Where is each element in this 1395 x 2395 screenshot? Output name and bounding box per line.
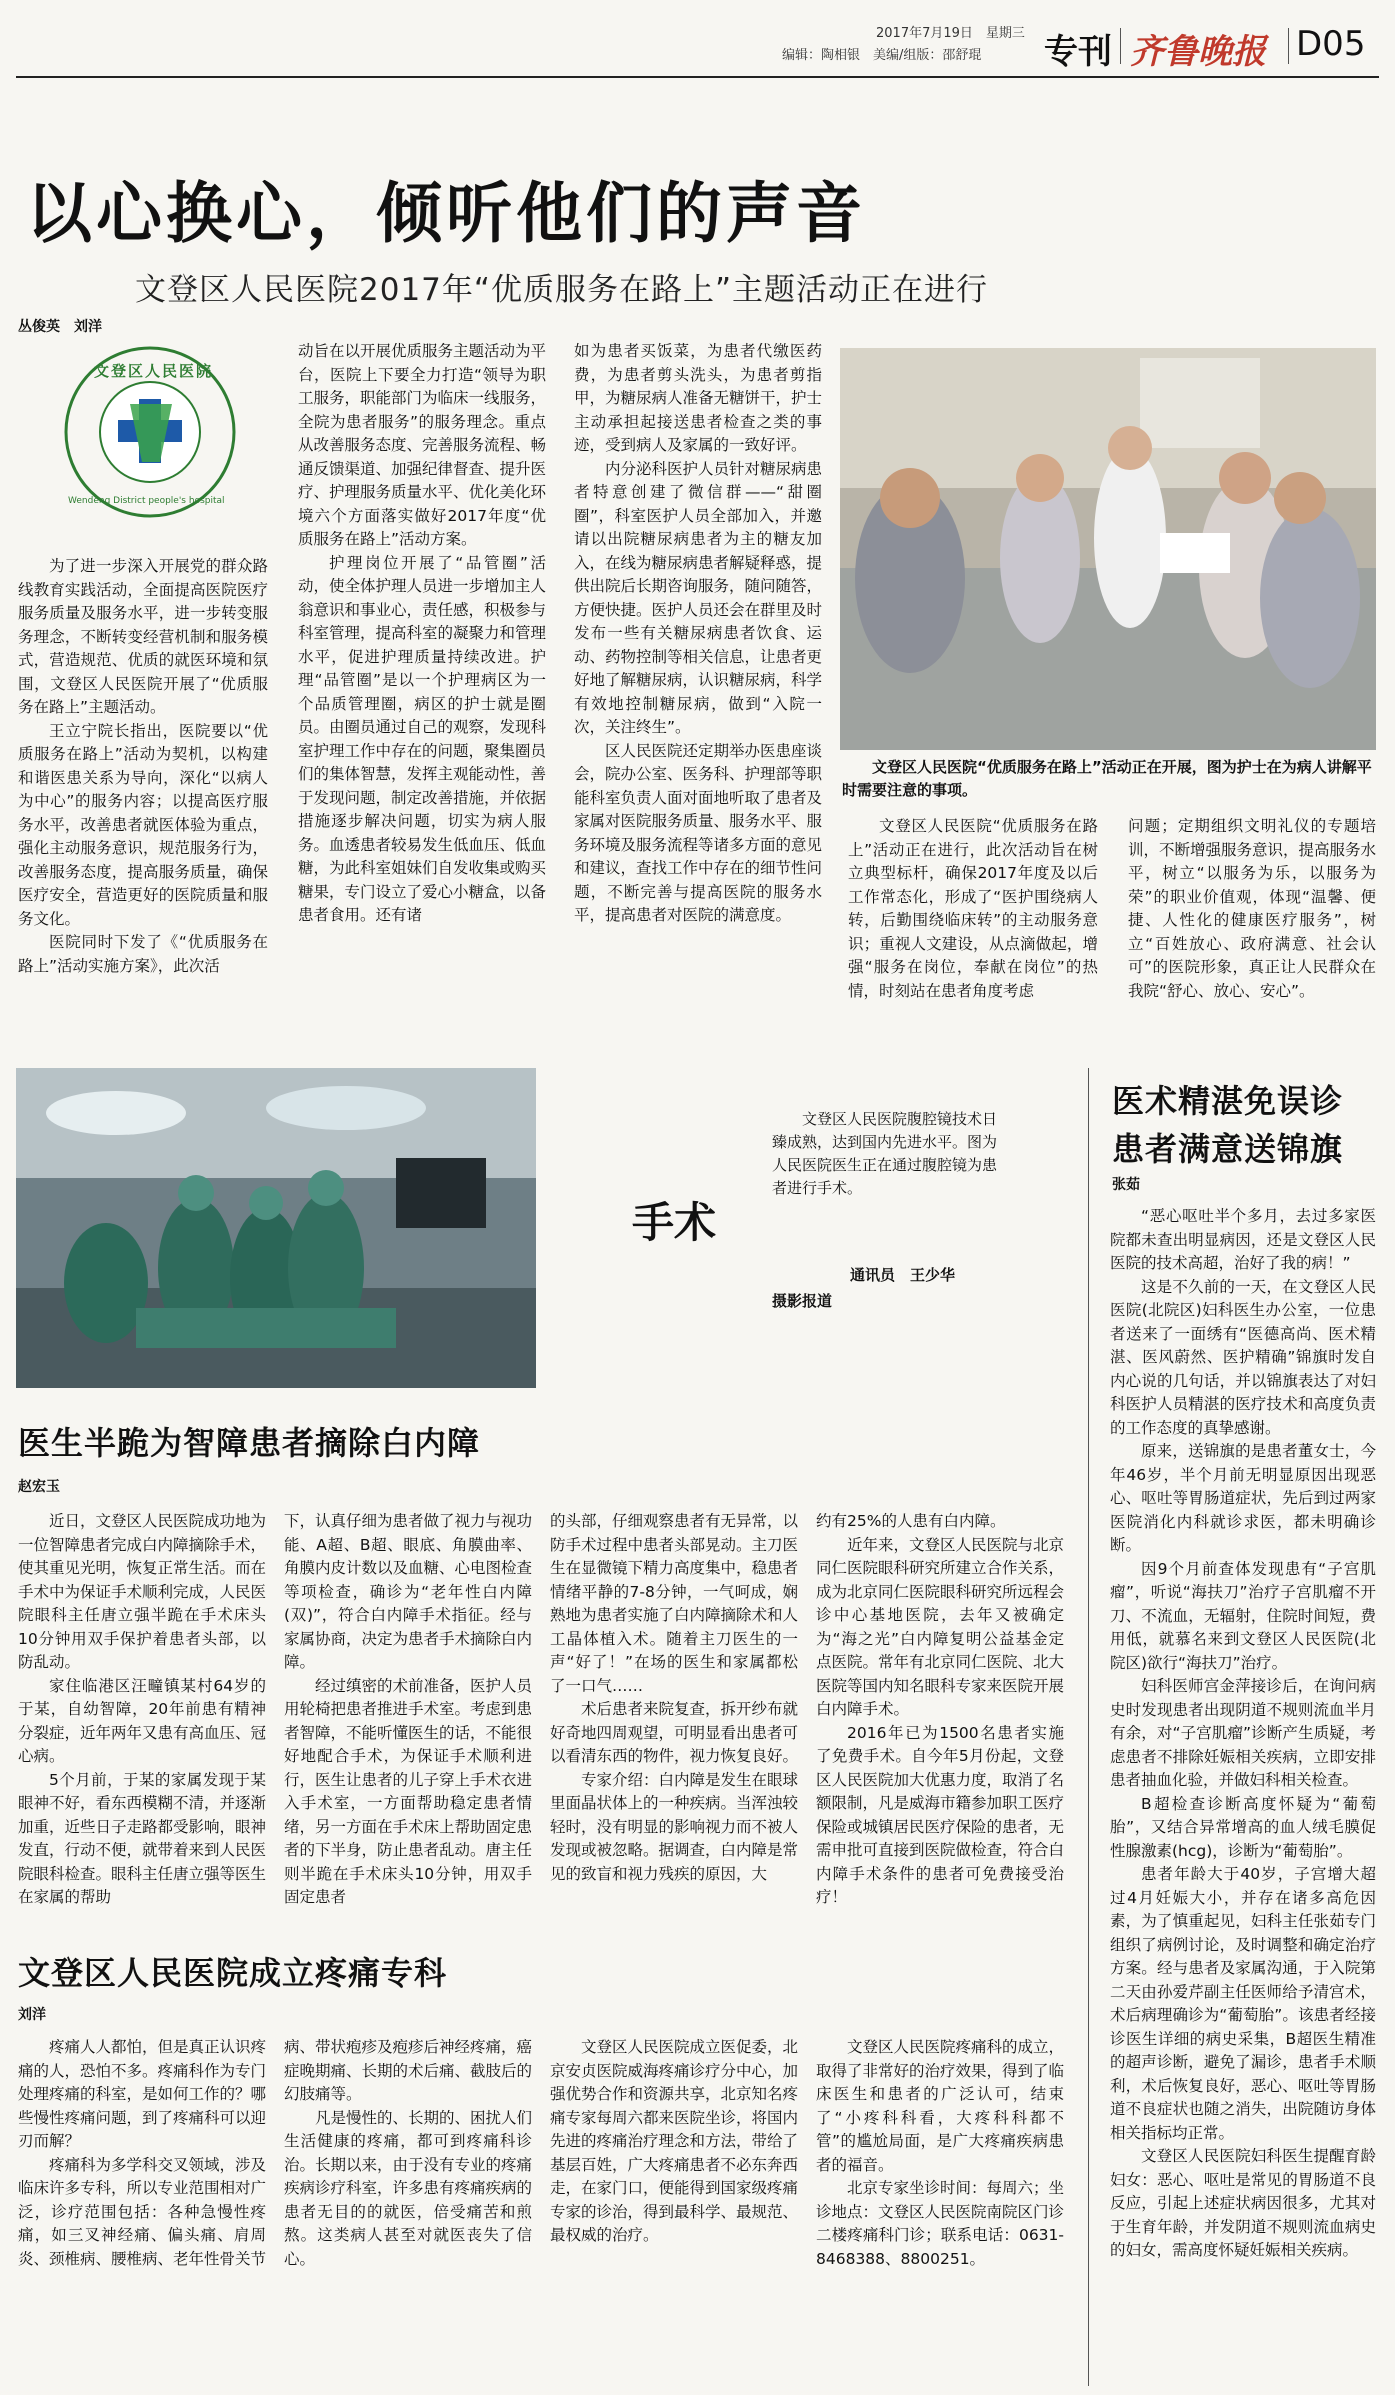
ward-photo [840,348,1376,750]
header-date [876,22,1025,41]
paragraph: 近日，文登区人民医院成功地为一位智障患者完成白内障摘除手术，使其重见光明，恢复正常生活。而在手术中为保证手术顺利完成，人民医院眼科主任唐立强半跪在手术床头10分钟用双手保护着患者头部，以防乱动。 [18,1512,266,1671]
paragraph: B超检查诊断高度怀疑为“葡萄胎”，又结合异常增高的血人绒毛膜促性腺激素(hcg)，诊断为“葡萄胎”。 [1110,1794,1376,1860]
paragraph: “恶心呕吐半个多月，去过多家医院都未查出明显病因，还是文登区人民医院的技术高超，治好了我的病！” [1110,1207,1376,1272]
paragraph: 妇科医师宫金萍接诊后，在询问病史时发现患者出现阴道不规则流血半月有余，对“子宫肌瘤”诊断产生质疑，考虑患者不排除妊娠相关疾病，立即安排患者抽血化验，并做妇科相关检查。 [1110,1677,1376,1789]
paragraph: 疼痛人人都怕，但是真正认识疼痛的人，恐怕不多。疼痛科作为专门处理疼痛的科室，是如何工作的？哪些慢性疼痛问题，到了疼痛科可以迎刃而解？ [18,2038,266,2150]
paragraph: 护理岗位开展了“品管圈”活动，使全体护理人员进一步增加主人翁意识和事业心，责任感，积极参与科室管理，提高科室的凝聚力和管理水平，促进护理质量持续改进。护理“品管圈”是以一个护理病区为一个品质管理圈，病区的护士就是圈员。由圈员通过自己的观察，发现科室护理工作中存在的问题，聚集圈员们的集体智慧，发挥主观能动性，善于发现问题，制定改善措施，并依据措施逐步解决问题，切实为病人服务。血透患者较易发生低血压、低血糖，为此科室姐妹们自发收集或购买糖果，专门设立了爱心小糖盒，以备患者食用。还有诸 [298,553,546,924]
lead-col-1 [18,555,268,1005]
paragraph: 原来，送锦旗的是患者董女士，今年46岁，半个月前无明显原因出现恶心、呕吐等胃肠道症状，先后到过两家医院消化内科就诊求医，都未明确诊断。 [1110,1442,1376,1554]
header-divider-2 [1288,28,1289,64]
lead-col-3 [574,340,822,1008]
pain-title: 文登区人民医院成立疼痛专科 [18,1954,448,1992]
logo-text-cn: 文登区人民医院 [94,362,214,380]
pain-col-3 [550,2036,798,2386]
weekday-text: 星期三 [985,26,1025,41]
paragraph: 专家介绍：白内障是发生在眼球里面晶状体上的一种疾病。当浑浊较轻时，没有明显的影响视力而不被人发现或被忽略。据调查，白内障是常见的致盲和视力残疾的原因，大 [550,1770,798,1883]
cataract-col-1 [18,1510,266,1930]
lead-col-4 [848,815,1098,1065]
paragraph: 医院同时下发了《“优质服务在路上”活动实施方案》，此次活 [18,933,268,975]
lead-byline: 丛俊英 刘洋 [18,319,102,335]
paragraph: 经过缜密的术前准备，医护人员用轮椅把患者推进手术室。考虑到患者智障，不能听懂医生的话，不能很好地配合手术，为保证手术顺利进行，医生让患者的儿子穿上手术衣进入手术室，一方面帮助稳定患者情绪，另一方面在手术床上帮助固定患者的下半身，防止患者乱动。唐主任则半跪在手术床头10分钟，用双手固定患者 [284,1676,532,1906]
page-number: D05 [1296,24,1366,64]
paragraph: 文登区人民医院疼痛科的成立，取得了非常好的治疗效果，得到了临床医生和患者的广泛认可，结束了“小疼科科看，大疼科科都不管”的尴尬局面，是广大疼痛疾病患者的福音。 [816,2038,1064,2174]
paragraph: 病、带状疱疹及疱疹后神经疼痛，癌症晚期痛、长期的术后痛、截肢后的幻肢痛等。 [284,2038,532,2103]
paragraph: 问题；定期组织文明礼仪的专题培训，不断增强服务意识，提高服务水平，树立“以服务为乐，以服务为荣”的职业价值观，体现“温馨、便捷、人性化的健康医疗服务”，树立“百姓放心、政府满意、社会认可”的医院形象，真正让人民群众在我院“舒心、放心、安心”。 [1128,817,1376,1000]
banner-title-1: 医术精湛免误诊 [1112,1082,1344,1120]
header-divider [1120,28,1121,64]
paragraph: 因9个月前查体发现患有“子宫肌瘤”，听说“海扶刀”治疗子宫肌瘤不开刀、不流血，无辐射，住院时间短，费用低，就慕名来到文登区人民医院(北院区)欲行“海扶刀”治疗。 [1110,1559,1376,1672]
header-editor: 编辑：陶相银 美编/组版：邵舒琨 [782,48,982,63]
paragraph: 文登区人民医院“优质服务在路上”活动正在进行，此次活动旨在树立典型标杆，确保2017年度及以后工作常态化，形成了“医护围绕病人转，后勤围绕临床转”的主动服务意识；重视人文建设，从点滴做起，增强“服务在岗位，奉献在岗位”的热情，时刻站在患者角度考虑 [848,817,1098,1000]
banner-title-2: 患者满意送锦旗 [1112,1130,1344,1168]
ward-photo-caption: 文登区人民医院“优质服务在路上”活动正在开展，图为护士在为病人讲解平时需要注意的事项。 [842,758,1372,799]
lead-subtitle: 文登区人民医院2017年“优质服务在路上”主题活动正在进行 [135,272,989,308]
hospital-logo [60,342,240,522]
paragraph: 动旨在以开展优质服务主题活动为平台，医院上下要全力打造“领导为职工服务，职能部门为临床一线服务，全院为患者服务”的服务理念。重点从改善服务态度、完善服务流程、畅通反馈渠道、加强纪律督查、提升医疗、护理服务质量水平、优化美化环境六个方面落实做好2017年度“优质服务在路上”活动方案。 [298,342,546,548]
logo-text-en: Wendeng District people's hospital [68,496,225,506]
paragraph: 如为患者买饭菜，为患者代缴医药费，为患者剪头洗头，为患者剪指甲，为糖尿病人准备无糖饼干，护士主动承担起接送患者检查之类的事迹，受到病人及家属的一致好评。 [574,342,822,454]
lead-col-5 [1128,815,1376,1065]
cataract-col-2 [284,1510,532,1930]
lead-col-2 [298,340,546,1008]
banner-byline: 张茹 [1112,1177,1140,1193]
paragraph: 内分泌科医护人员针对糖尿病患者特意创建了微信群——“甜圈圈”，科室医护人员全部加入，并邀请以出院糖尿病患者为主的糖友加入，在线为糖尿病患者解疑释惑，提供出院后长期咨询服务，随问随答，方便快捷。医护人员还会在群里及时发布一些有关糖尿病患者饮食、运动、药物控制等相关信息，让患者更好地了解糖尿病，认识糖尿病，科学有效地控制糖尿病，做到“入院一次，关注终生”。 [574,459,822,736]
column-divider [1088,1068,1089,2386]
paragraph: 文登区人民医院成立医促委，北京安贞医院威海疼痛诊疗分中心，加强优势合作和资源共享，北京知名疼痛专家每周六都来医院坐诊，将国内先进的疼痛治疗理念和方法，带给了基层百姓，广大疼痛患者不必东奔西走，在家门口，便能得到国家级疼痛专家的诊治，得到最科学、最规范、最权威的治疗。 [550,2038,798,2244]
pain-byline: 刘洋 [18,2007,46,2023]
paragraph: 约有25%的人患有白内障。 [816,1512,1006,1530]
paragraph: 疼痛科为多学科交叉领域，涉及临床许多专科，所以专业范围相对广泛，诊疗范围包括：各种急慢性疼痛，如三叉神经痛、偏头痛、肩周炎、颈椎病、腰椎病、老年性骨关节 [18,2155,266,2268]
paragraph: 术后患者来院复查，拆开纱布就好奇地四周观望，可明显看出患者可以看清东西的物件，视力恢复良好。 [550,1700,798,1765]
paragraph: 5个月前，于某的家属发现于某眼神不好，看东西模糊不清，并逐渐加重，近些日子走路都受影响，眼神发直，行动不便，就带着来到人民医院眼科检查。眼科主任唐立强等医生在家属的帮助 [18,1770,266,1906]
ward-photo-image [840,348,1376,750]
cataract-title: 医生半跪为智障患者摘除白内障 [18,1424,481,1462]
paragraph: 家住临港区汪疃镇某村64岁的于某，自幼智障，20年前患有精神分裂症，近年两年又患有高血压、冠心病。 [18,1676,266,1765]
paragraph: 凡是慢性的、长期的、困扰人们生活健康的疼痛，都可到疼痛科诊治。长期以来，由于没有专业的疼痛疾病诊疗科室，许多患有疼痛疾病的患者无目的的就医，倍受痛苦和煎熬。这类病人甚至对就医丧失了信心。 [284,2108,532,2268]
paragraph: 近年来，文登区人民医院与北京同仁医院眼科研究所建立合作关系，成为北京同仁医院眼科研究所远程会诊中心基地医院，去年又被确定为“海之光”白内障复明公益基金定点医院。常年有北京同仁医院、北大医院等国内知名眼科专家来医院开展白内障手术。 [816,1535,1064,1718]
cataract-col-4 [816,1510,1064,1930]
paragraph: 王立宁院长指出，医院要以“优质服务在路上”活动为契机，以构建和谐医患关系为导向，深化“以病人为中心”的服务内容；以提高医疗服务水平，改善患者就医体验为重点，强化主动服务意识，规范服务行为，改善服务态度，提高服务质量，确保医疗安全，营造更好的医院质量和服务文化。 [18,721,268,928]
paragraph: 文登区人民医院妇科医生提醒育龄妇女：恶心、呕吐是常见的胃肠道不良反应，引起上述症状病因很多，尤其对于生育年龄，并发阴道不规则流血病史的妇女，需高度怀疑妊娠相关疾病。 [1110,2147,1376,2259]
paragraph: 2016年已为1500名患者实施了免费手术。自今年5月份起，文登区人民医院加大优惠力度，取消了名额限制，凡是威海市籍参加职工医疗保险或城镇居民医疗保险的患者，无需申批可直接到医院做检查，符合白内障手术条件的患者可免费接受治疗！ [816,1723,1064,1906]
pain-col-2 [284,2036,532,2386]
pain-col-4 [816,2036,1064,2386]
surgery-photo-image [16,1068,536,1388]
paragraph: 这是不久前的一天，在文登区人民医院(北院区)妇科医生办公室，一位患者送来了一面绣有“医德高尚、医术精湛、医风蔚然、医护精确”锦旗时发自内心说的几句话，并以锦旗表达了对妇科医护人员精湛的医疗技术和高度负责的工作态度的真挚感谢。 [1110,1277,1376,1437]
banner-col [1110,1205,1376,2385]
surgery-photo [16,1068,536,1388]
paragraph: 的头部，仔细观察患者有无异常，以防手术过程中患者头部晃动。主刀医生在显微镜下精力高度集中，稳患者情绪平静的7-8分钟，一气呵成，娴熟地为患者实施了白内障摘除术和人工晶体植入术。随着主刀医生的一声“好了！”在场的医生和家属都松了一口气…… [550,1512,798,1695]
paragraph: 北京专家坐诊时间：每周六；坐诊地点：文登区人民医院南院区门诊二楼疼痛科门诊；联系电话：0631-8468388、8800251。 [816,2179,1064,2268]
date-text: 2017年7月19日 [876,26,973,41]
cataract-byline: 赵宏玉 [18,1479,60,1495]
paper-logo: 齐鲁晚报 [1130,32,1266,72]
surgery-caption: 文登区人民医院腹腔镜技术日臻成熟，达到国内先进水平。图为人民医院医生正在通过腹腔镜为患者进行手术。 [772,1110,998,1197]
section-name: 专刊 [1044,32,1112,72]
header-rule [16,76,1379,78]
paragraph: 下，认真仔细为患者做了视力与视功能、A超、B超、眼底、角膜曲率、角膜内皮计数以及血糖、心电图检查等项检查，确诊为“老年性白内障(双)”，符合白内障手术指征。经与家属协商，决定为患者手术摘除白内障。 [284,1512,532,1671]
paragraph: 患者年龄大于40岁，子宫增大超过4月妊娠大小，并存在诸多高危因素，为了慎重起见，妇科主任张茹专门组织了病例讨论，及时调整和确定治疗方案。经与患者及家属沟通，于入院第二天由孙爱芹副主任医师给予清宫术，术后病理确诊为“葡萄胎”。该患者经接诊医生详细的病史采集，B超医生精准的超声诊断，避免了漏诊，患者手术顺利，术后恢复良好，恶心、呕吐等胃肠道不良症状也随之消失，出院随访身体相关指标均正常。 [1110,1865,1376,2142]
lead-title: 以心换心，倾听他们的声音 [26,175,866,252]
surgery-label: 手术 [632,1198,717,1247]
paragraph: 区人民医院还定期举办医患座谈会，院办公室、医务科、护理部等职能科室负责人面对面地听取了患者及家属对医院服务质量、服务水平、服务环境及服务流程等诸多方面的意见和建议，查找工作中存在的细节性问题，不断完善与提高医院的服务水平，提高患者对医院的满意度。 [574,741,822,924]
surgery-credit-2: 摄影报道 [772,1292,833,1310]
surgery-credit-1: 通讯员 王少华 [850,1266,956,1284]
cataract-col-3 [550,1510,798,1930]
pain-col-1 [18,2036,266,2386]
paragraph: 为了进一步深入开展党的群众路线教育实践活动，全面提高医院医疗服务质量及服务水平，进一步转变服务理念，不断转变经营机制和服务模式，营造规范、优质的就医环境和氛围，文登区人民医院开展了“优质服务在路上”主题活动。 [18,557,268,716]
